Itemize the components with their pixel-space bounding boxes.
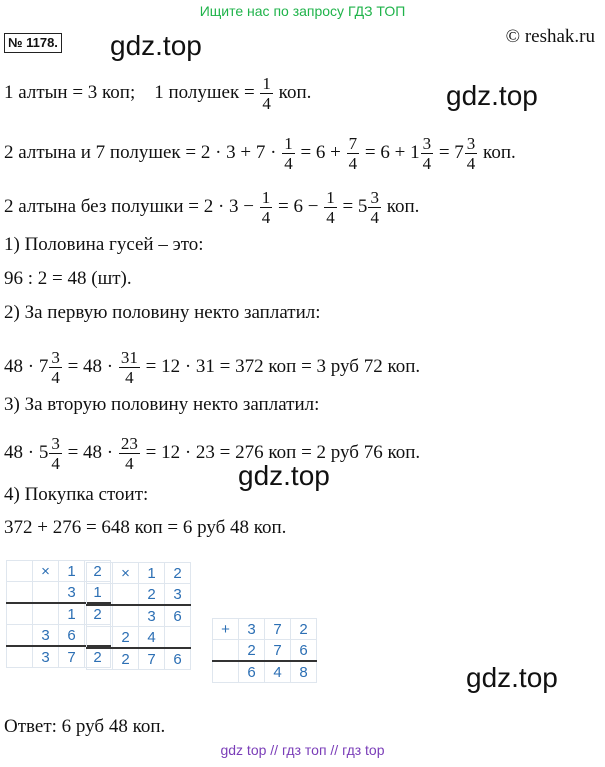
text: = 48 · — [67, 355, 114, 377]
text: = 7 — [438, 141, 464, 163]
watermark: gdz.top — [110, 30, 202, 61]
digit: 1 — [139, 563, 165, 584]
text: = 5 — [342, 195, 368, 217]
text: = 6 + 1 — [364, 141, 420, 163]
fraction — [260, 74, 273, 113]
text: коп. — [278, 81, 312, 103]
definition-line — [4, 74, 311, 113]
copyright: © reshak.ru — [505, 26, 595, 47]
denominator: 4 — [370, 208, 379, 227]
fraction — [49, 434, 62, 473]
watermark: gdz.top — [446, 80, 538, 111]
equation-line — [4, 348, 420, 387]
footer-links[interactable]: gdz top // гдз топ // гдз top — [220, 742, 385, 758]
numerator: 7 — [348, 134, 358, 153]
text: 48 · 7 — [4, 355, 49, 377]
watermark: gdz.top — [238, 460, 330, 491]
digit: 1 — [85, 582, 111, 604]
multiply-sign: × — [33, 561, 59, 582]
digit: 7 — [139, 648, 165, 670]
denominator: 4 — [51, 454, 60, 473]
step-heading: 2) За первую половину некто заплатил: — [4, 302, 321, 323]
text: 2 алтына и 7 полушек = 2 · 3 + 7 · — [4, 141, 277, 163]
digit: 1 — [59, 561, 85, 582]
digit: 7 — [59, 646, 85, 668]
digit: 2 — [85, 603, 111, 625]
fraction — [119, 434, 140, 473]
denominator: 4 — [261, 208, 271, 227]
digit: 6 — [291, 640, 317, 662]
text: коп. — [386, 195, 420, 217]
column-addition-372-276 — [212, 618, 317, 683]
text: = 48 · — [67, 441, 114, 463]
text: = 6 + — [300, 141, 341, 163]
equation-line: 372 + 276 = 648 коп = 6 руб 48 коп. — [4, 517, 287, 538]
fraction — [260, 188, 273, 227]
numerator: 1 — [262, 74, 271, 93]
numerator: 1 — [261, 188, 271, 207]
denominator: 4 — [125, 368, 134, 387]
text: коп. — [483, 141, 516, 163]
search-banner[interactable]: Ищите нас по запросу ГДЗ ТОП — [199, 3, 406, 19]
numerator: 1 — [284, 134, 293, 153]
fraction — [119, 348, 140, 387]
digit: 2 — [291, 619, 317, 640]
equation-line — [4, 434, 420, 473]
fraction — [49, 348, 62, 387]
denominator: 4 — [466, 154, 476, 173]
digit: 2 — [85, 646, 111, 668]
column-multiplication-12x23 — [86, 562, 191, 670]
step-heading: 1) Половина гусей – это: — [4, 234, 204, 255]
digit: 4 — [265, 661, 291, 683]
digit: 7 — [265, 640, 291, 662]
equation-line — [4, 188, 419, 227]
numerator: 3 — [370, 188, 379, 207]
numerator: 3 — [51, 434, 60, 453]
text: 2 алтына без полушки = 2 · 3 − — [4, 195, 255, 217]
numerator: 3 — [422, 134, 432, 153]
denominator: 4 — [348, 154, 358, 173]
step-heading: 3) За вторую половину некто заплатил: — [4, 394, 320, 415]
fraction — [421, 134, 434, 173]
answer: Ответ: 6 руб 48 коп. — [4, 716, 166, 737]
step-heading: 4) Покупка стоит: — [4, 484, 149, 505]
digit: 6 — [165, 648, 191, 670]
digit: 3 — [59, 582, 85, 604]
denominator: 4 — [326, 208, 335, 227]
numerator: 3 — [466, 134, 476, 153]
fraction — [368, 188, 381, 227]
fraction — [465, 134, 478, 173]
multiply-sign: × — [113, 563, 139, 584]
denominator: 4 — [262, 94, 271, 113]
numerator: 3 — [51, 348, 60, 367]
digit: 2 — [113, 627, 139, 649]
digit: 2 — [165, 563, 191, 584]
denominator: 4 — [125, 454, 134, 473]
digit: 2 — [113, 648, 139, 670]
digit: 6 — [239, 661, 265, 683]
digit: 1 — [59, 603, 85, 625]
digit: 2 — [85, 561, 111, 582]
text: = 6 − — [278, 195, 319, 217]
denominator: 4 — [422, 154, 432, 173]
text: 1 полушек = — [154, 81, 255, 103]
digit: 7 — [265, 619, 291, 640]
text: = 12 · 31 = 372 коп = 3 руб 72 коп. — [145, 355, 421, 377]
denominator: 4 — [284, 154, 293, 173]
digit: 3 — [33, 646, 59, 668]
digit: 8 — [291, 661, 317, 683]
denominator: 4 — [51, 368, 60, 387]
fraction — [324, 188, 337, 227]
digit: 2 — [239, 640, 265, 662]
numerator: 23 — [120, 434, 138, 453]
digit: 6 — [165, 605, 191, 627]
problem-number: № 1178. — [4, 33, 62, 53]
text: 1 алтын = 3 коп; — [4, 81, 136, 103]
equation-line: 96 : 2 = 48 (шт). — [4, 268, 132, 289]
plus-sign: + — [213, 619, 239, 640]
fraction — [282, 134, 295, 173]
digit: 2 — [139, 584, 165, 606]
text: 48 · 5 — [4, 441, 49, 463]
digit: 4 — [139, 627, 165, 649]
text: = 12 · 23 = 276 коп = 2 руб 76 коп. — [145, 441, 421, 463]
numerator: 31 — [120, 348, 138, 367]
digit: 3 — [239, 619, 265, 640]
digit: 3 — [33, 625, 59, 647]
digit: 3 — [139, 605, 165, 627]
numerator: 1 — [326, 188, 335, 207]
equation-line — [4, 134, 516, 173]
watermark: gdz.top — [466, 662, 558, 693]
digit: 6 — [59, 625, 85, 647]
fraction — [347, 134, 360, 173]
digit: 3 — [165, 584, 191, 606]
